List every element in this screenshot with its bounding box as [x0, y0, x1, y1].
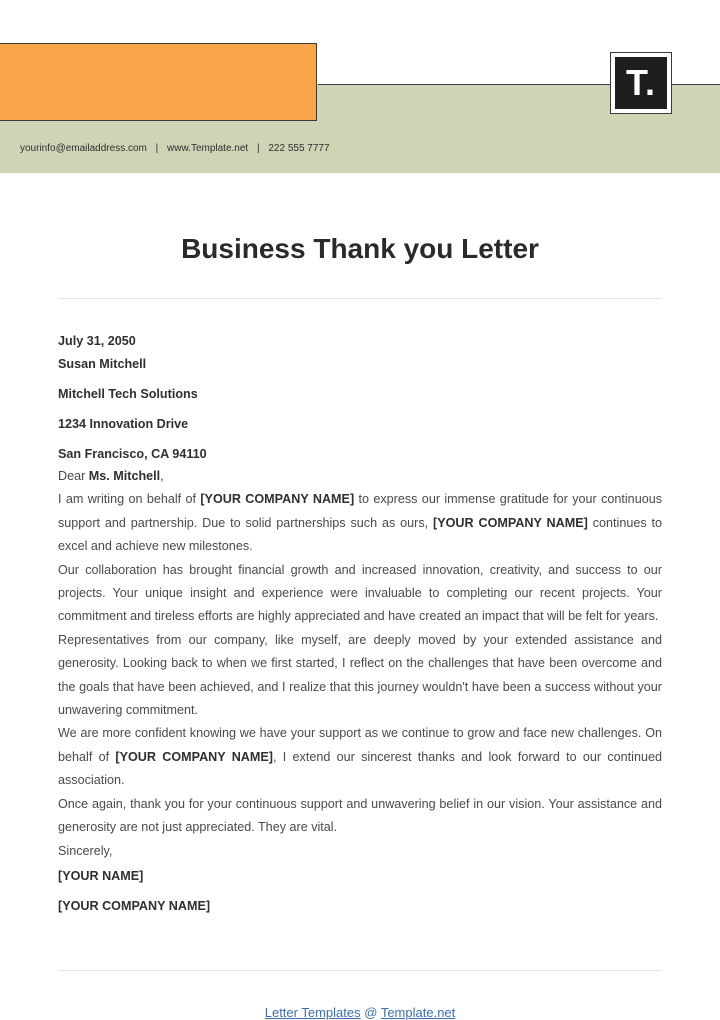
paragraph-1	[58, 488, 662, 558]
paragraph-3: Representatives from our company, like myself, are deeply moved by your extended assistance and generosity. Looking back to when we first started, I reflect on the challenges that have been overcome and the goals that have been achieved, and I realize that this journey wouldn't have been a success without your unwavering commitment.	[58, 632, 662, 718]
paragraph-4-text: We are more confident knowing we have your support as we continue to grow and face new challenges. On behalf of	[58, 726, 662, 764]
contact-separator: |	[155, 143, 159, 154]
paragraph-1-text: to express our immense gratitude for your continuous support and partnership. Due to solid partnerships such as ours,	[58, 492, 662, 530]
salutation-suffix: ,	[160, 469, 164, 483]
signer-company: [YOUR COMPANY NAME]	[58, 898, 211, 913]
contact-separator: |	[256, 143, 260, 154]
company-placeholder: [YOUR COMPANY NAME]	[115, 749, 273, 764]
footer-link-separator: @	[364, 1005, 378, 1020]
title-divider	[58, 298, 662, 299]
letter-body	[58, 332, 662, 915]
letter-date: July 31, 2050	[58, 334, 136, 348]
contact-website: www.Template.net	[167, 143, 249, 154]
paragraph-5: Once again, thank you for your continuous support and unwavering belief in our vision. Your assistance and generosity are not just appreciated. They are vital.	[58, 796, 662, 835]
logo-mark: T.	[615, 57, 667, 109]
contact-info	[20, 143, 330, 154]
paragraph-2: Our collaboration has brought financial growth and increased innovation, creativity, and success to our projects. Your unique insight and experience were invaluable to completing our recent projects. Your commitment and tireless efforts are highly appreciated and have created an impact that will be felt for years.	[58, 562, 662, 624]
footer-divider	[58, 970, 662, 971]
template-net-link[interactable]: Template.net	[380, 1005, 456, 1020]
paragraph-1-text: I am writing on behalf of	[58, 492, 196, 507]
company-placeholder: [YOUR COMPANY NAME]	[200, 492, 355, 507]
salutation	[58, 465, 662, 488]
contact-email: yourinfo@emailaddress.com	[20, 143, 147, 154]
template-logo	[610, 52, 672, 114]
recipient-address: 1234 Innovation Drive	[58, 417, 189, 431]
contact-phone: 222 555 7777	[268, 143, 330, 154]
header-accent-block	[0, 43, 317, 121]
paragraph-4-text: , I extend our sincerest thanks and look forward to our continued association.	[58, 749, 662, 788]
letter-title: Business Thank you Letter	[181, 233, 539, 264]
recipient-city: San Francisco, CA 94110	[58, 447, 207, 461]
letter-templates-link[interactable]: Letter Templates	[264, 1005, 361, 1020]
footer-link[interactable]	[0, 1005, 720, 1020]
paragraph-1-text: continues to excel and achieve new milestones.	[58, 515, 663, 554]
paragraph-4	[58, 722, 662, 792]
recipient-name: Susan Mitchell	[58, 357, 147, 371]
salutation-prefix: Dear	[58, 469, 86, 483]
closing: Sincerely,	[58, 843, 113, 858]
company-placeholder: [YOUR COMPANY NAME]	[433, 515, 588, 530]
salutation-name: Ms. Mitchell	[88, 469, 161, 483]
signer-name: [YOUR NAME]	[58, 868, 144, 883]
recipient-company: Mitchell Tech Solutions	[58, 387, 198, 401]
